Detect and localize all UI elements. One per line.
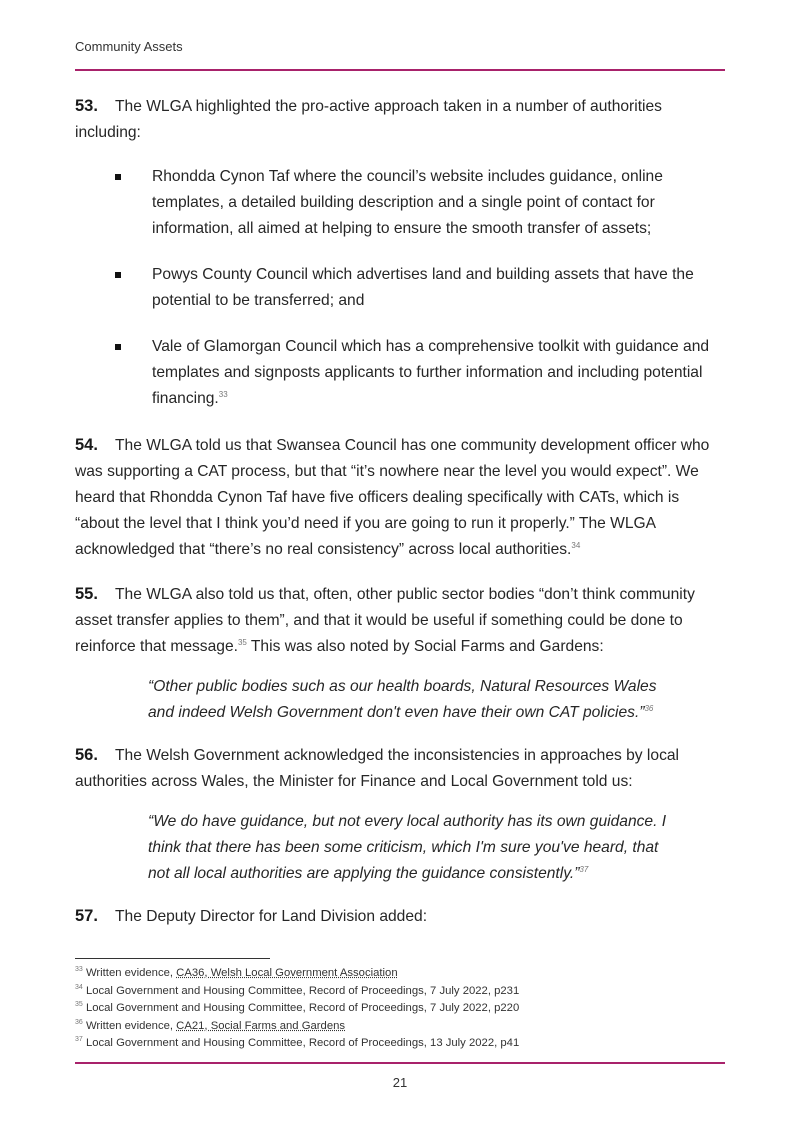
paragraph-number: 53. [75,97,98,115]
square-bullet-icon [115,272,121,278]
footnote-divider [75,958,270,959]
paragraph-number: 56. [75,746,98,764]
footnote-ref[interactable]: 36 [644,703,654,713]
paragraph-text: The Welsh Government acknowledged the inconsistencies in approaches by local authorities across Wales, the Minister for Finance and Local Government told us: [75,747,680,790]
paragraph-text: This was also noted by Social Farms and Gardens: [246,638,604,655]
list-item: Vale of Glamorgan Council which has a comprehensive toolkit with guidance and templates and signposts applicants to further information and including potential financing.$^{33}$ [75,334,727,412]
paragraph-number: 54. [75,436,98,454]
footnote-item: $^{35}$ Local Government and Housing Committee, Record of Proceedings, 7 July 2022, p220 [75,1001,520,1014]
paragraph-number: 55. [75,585,98,603]
paragraph-57 [75,903,727,930]
paragraph-number: 57. [75,907,98,925]
list-item: Powys County Council which advertises land and building assets that have the potential to be transferred; and [75,262,727,314]
paragraph-53 [75,93,727,146]
footnote-item: $^{33}$ Written evidence, CA36, Welsh Local Government Association [75,966,398,979]
bullet-list [75,164,727,412]
list-item: Rhondda Cynon Taf where the council’s website includes guidance, online templates, a detailed building description and a single point of contact for information, all aimed at helping to ensure the smooth transfer of assets; [75,164,727,242]
square-bullet-icon [115,174,121,180]
paragraph-55 [75,581,727,660]
page-number: 21 [392,1075,408,1090]
footnote-item: $^{37}$ Local Government and Housing Committee, Record of Proceedings, 13 July 2022, p41 [75,1036,520,1049]
footnote-item: $^{36}$ Written evidence, CA21, Social Farms and Gardens [75,1018,346,1032]
square-bullet-icon [115,344,121,350]
footnote-ref[interactable]: 33 [218,389,228,399]
footnote-link[interactable]: CA36, Welsh Local Government Association [176,967,398,979]
running-header: Community Assets [75,39,183,54]
block-quote: “Other public bodies such as our health boards, Natural Resources Wales and indeed Welsh Government don't even have their own CAT policies.”$^{36}$ [148,678,657,721]
body-content [75,93,727,948]
footnote-link[interactable]: CA21, Social Farms and Gardens [176,1019,346,1032]
paragraph-text: The WLGA also told us that, often, other public sector bodies “don’t think community asset transfer applies to them”, and that it would be useful if something could be done to reinforce that message. [75,586,695,655]
paragraph-text: The Deputy Director for Land Division added: [115,908,428,925]
paragraph-text: The WLGA highlighted the pro-active approach taken in a number of authorities including: [75,98,662,141]
footnote-ref[interactable]: 34 [571,540,581,550]
footnotes [75,965,735,1053]
header-rule [75,69,725,71]
footer-rule [75,1062,725,1064]
block-quote: “We do have guidance, but not every local authority has its own guidance. I think that there has been some criticism, which I'm sure you've heard, that not all local authorities are applying the guidance consistently.”$^{37}$ [148,813,667,882]
paragraph-text: The WLGA told us that Swansea Council has one community development officer who was supporting a CAT process, but that “it’s nowhere near the level you would expect”. We heard that Rhondda Cynon Taf have five officers dealing specifically with CATs, which is “about the level that I think you’d need if you are going to run it properly.” The WLGA acknowledged that “there’s no real consistency” across local authorities. [75,437,710,558]
footnote-ref[interactable]: 37 [579,864,589,874]
footnote-ref[interactable]: 35 [237,637,247,647]
paragraph-54 [75,432,727,563]
footnote-item: $^{34}$ Local Government and Housing Committee, Record of Proceedings, 7 July 2022, p231 [75,983,520,997]
paragraph-56 [75,742,727,795]
